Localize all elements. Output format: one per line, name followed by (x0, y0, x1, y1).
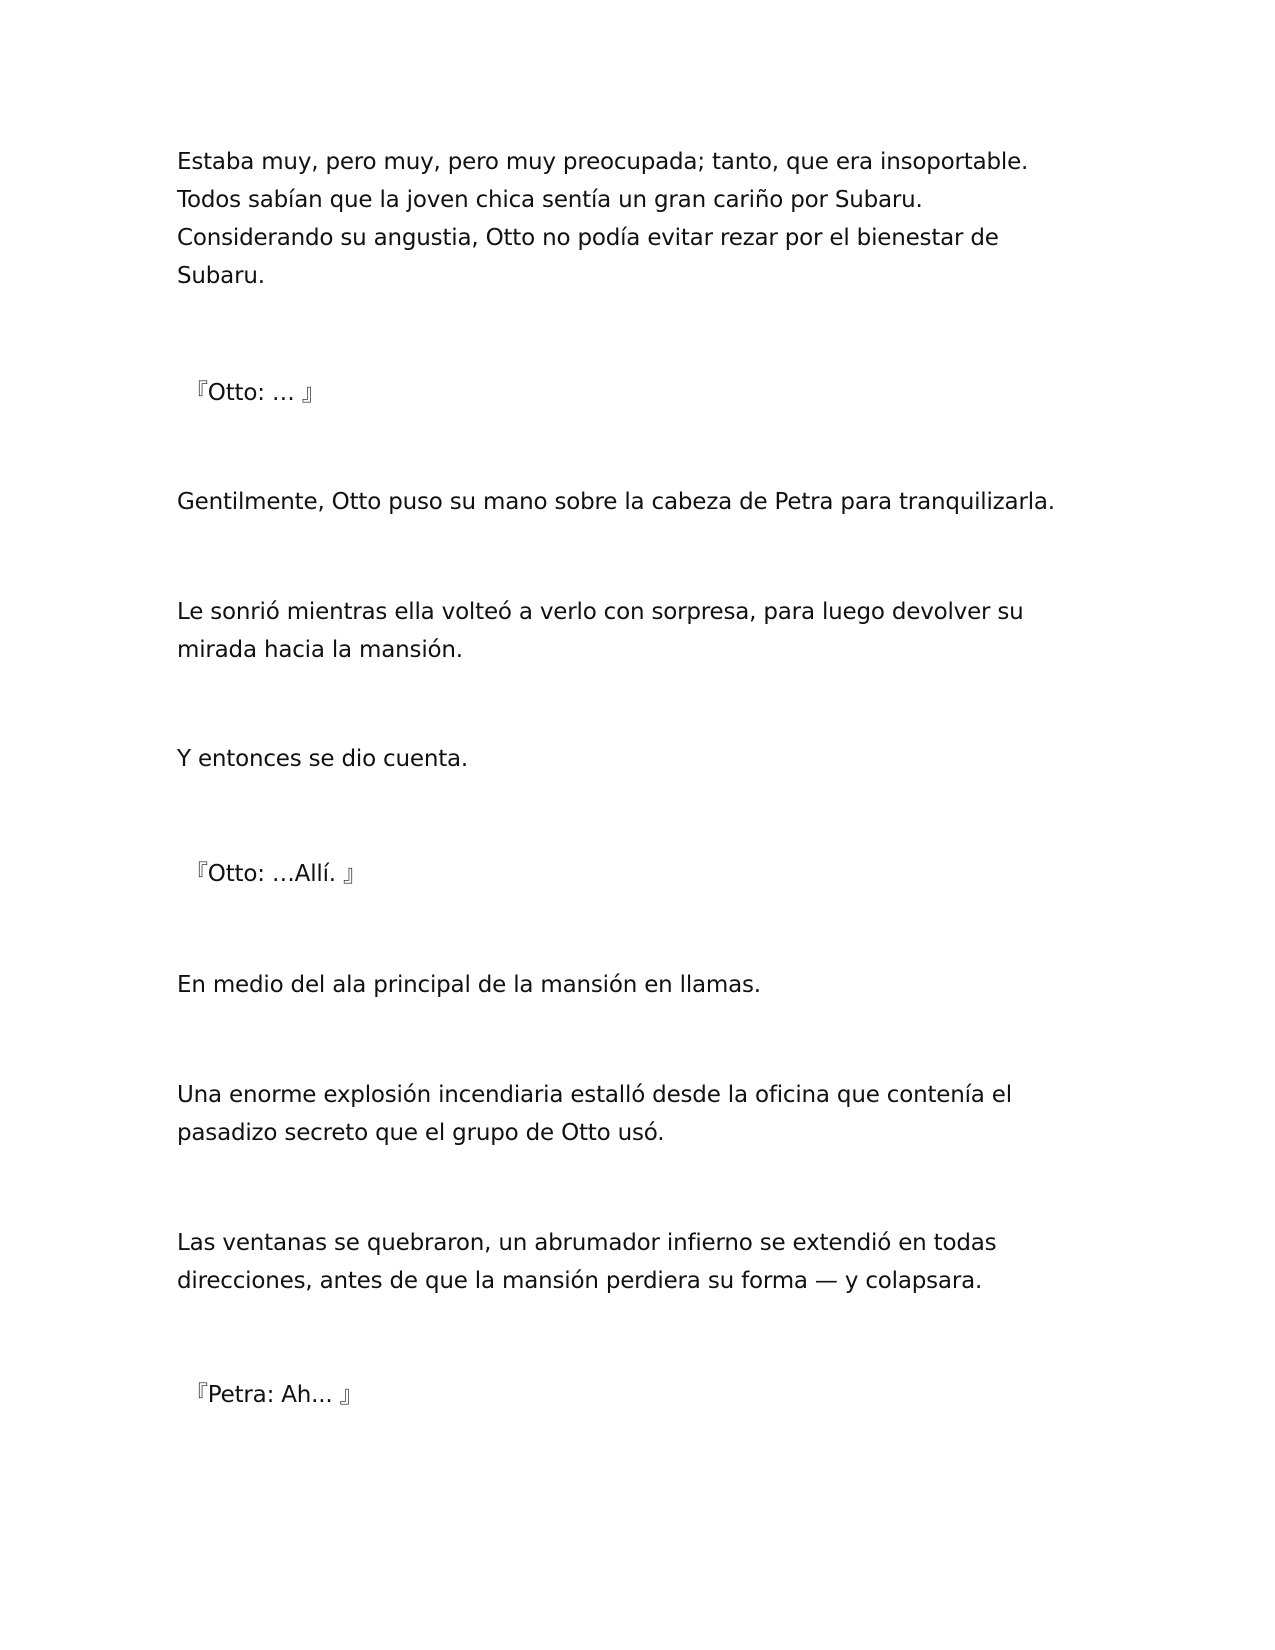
text-line: Considerando su angustia, Otto no podía evitar rezar por el bienestar de (177, 225, 999, 251)
text-line: Una enorme explosión incendiaria estalló desde la oficina que contenía el (177, 1082, 1012, 1108)
text-line: pasadizo secreto que el grupo de Otto usó. (177, 1120, 665, 1146)
dialogue-line-otto (185, 374, 1125, 412)
text-line: Y entonces se dio cuenta. (177, 746, 469, 772)
paragraph (177, 740, 1117, 778)
text-line: 『Petra: Ah... 』 (185, 1382, 363, 1408)
text-line: Gentilmente, Otto puso su mano sobre la cabeza de Petra para tranquilizarla. (177, 489, 1055, 515)
text-line: 『Otto: …Allí. 』 (185, 861, 366, 887)
paragraph (177, 483, 1117, 521)
dialogue-line-otto-alli (185, 855, 1125, 893)
paragraph (177, 966, 1117, 1004)
text-line: En medio del ala principal de la mansión en llamas. (177, 972, 761, 998)
text-line: Estaba muy, pero muy, pero muy preocupada; tanto, que era insoportable. (177, 149, 1029, 175)
paragraph (177, 593, 1117, 669)
text-line: Las ventanas se quebraron, un abrumador infierno se extendió en todas (177, 1230, 997, 1256)
paragraph (177, 1076, 1117, 1152)
text-line: Le sonrió mientras ella volteó a verlo con sorpresa, para luego devolver su (177, 599, 1024, 625)
text-line: Subaru. (177, 263, 265, 289)
text-line: direcciones, antes de que la mansión perdiera su forma — y colapsara. (177, 1268, 983, 1294)
dialogue-line-petra (185, 1376, 1125, 1414)
paragraph (177, 1224, 1117, 1300)
text-line: 『Otto: … 』 (185, 380, 325, 406)
text-line: mirada hacia la mansión. (177, 637, 463, 663)
paragraph (177, 143, 1117, 295)
text-line: Todos sabían que la joven chica sentía un gran cariño por Subaru. (177, 187, 923, 213)
